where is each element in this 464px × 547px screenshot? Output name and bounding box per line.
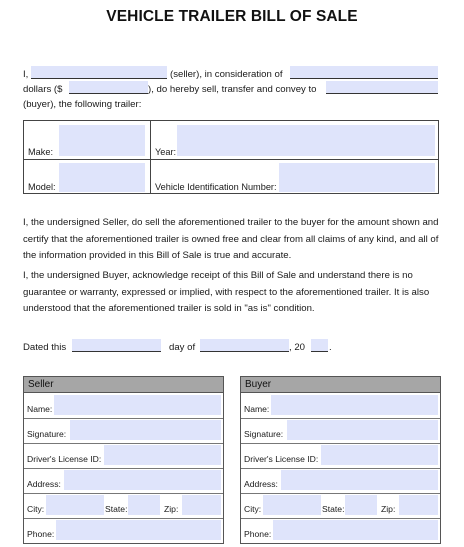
buyer-box <box>240 376 441 544</box>
buyer-signature-label: Signature: <box>244 429 284 439</box>
seller-license-field[interactable] <box>104 445 221 465</box>
model-label: Model: <box>28 182 56 192</box>
hereby-convey-label: ), do hereby sell, transfer and convey to <box>148 84 317 95</box>
buyer-zip-label: Zip: <box>381 504 396 514</box>
seller-signature-row <box>24 418 223 444</box>
seller-city-label: City: <box>27 504 45 514</box>
seller-phone-label: Phone: <box>27 529 55 539</box>
buyer-city-row <box>241 493 440 519</box>
buyer-name-label: Name: <box>244 404 270 414</box>
seller-box-header: Seller <box>24 377 223 393</box>
seller-zip-label: Zip: <box>164 504 179 514</box>
buyer-phone-label: Phone: <box>244 529 272 539</box>
buyer-phone-row <box>241 518 440 543</box>
year-label: Year: <box>155 147 177 157</box>
buyer-license-field[interactable] <box>321 445 438 465</box>
buyer-address-row <box>241 468 440 494</box>
buyer-zip-field[interactable] <box>399 495 438 515</box>
dated-day-field[interactable] <box>72 339 161 352</box>
buyer-city-field[interactable] <box>263 495 321 515</box>
year-prefix-label: , 20 <box>289 342 306 353</box>
seller-box-name-field[interactable] <box>54 395 221 415</box>
buyer-phone-field[interactable] <box>273 520 438 540</box>
seller-address-label: Address: <box>27 479 61 489</box>
buyer-statement: I, the undersigned Buyer, acknowledge receipt of this Bill of Sale and understand there is no guarantee or warranty, expressed or implied, with respect to the aforementioned trailer. It is also understood that the aforementioned trailer is sold in "as is" condition. <box>23 270 430 314</box>
dated-month-field[interactable] <box>200 339 289 352</box>
buyer-name-field[interactable] <box>326 81 438 94</box>
seller-city-row <box>24 493 223 519</box>
seller-license-label: Driver's License ID: <box>27 454 102 464</box>
make-label: Make: <box>28 147 54 157</box>
buyer-box-name-field[interactable] <box>271 395 438 415</box>
seller-zip-field[interactable] <box>182 495 221 515</box>
table-divider-horizontal <box>24 159 438 160</box>
buyer-license-row <box>241 443 440 469</box>
buyer-name-row <box>241 393 440 419</box>
buyer-trailer-label: (buyer), the following trailer: <box>23 99 142 110</box>
seller-name-field[interactable] <box>31 66 167 79</box>
consideration-words-field[interactable] <box>290 66 438 79</box>
intro-i-label: I, <box>23 69 29 80</box>
seller-phone-row <box>24 518 223 543</box>
document-title: VEHICLE TRAILER BILL OF SALE <box>106 8 358 25</box>
buyer-box-header: Buyer <box>241 377 440 393</box>
seller-address-field[interactable] <box>64 470 221 490</box>
seller-license-row <box>24 443 223 469</box>
seller-name-label: Name: <box>27 404 53 414</box>
table-divider-vertical <box>150 121 151 193</box>
buyer-license-label: Driver's License ID: <box>244 454 319 464</box>
seller-signature-field[interactable] <box>70 420 221 440</box>
vehicle-info-table <box>23 120 439 194</box>
buyer-address-label: Address: <box>244 479 278 489</box>
buyer-state-field[interactable] <box>345 495 377 515</box>
make-field[interactable] <box>59 125 145 156</box>
dated-period: . <box>329 342 332 353</box>
dated-this-label: Dated this <box>23 342 67 353</box>
buyer-address-field[interactable] <box>281 470 438 490</box>
seller-state-label: State: <box>105 504 128 514</box>
model-field[interactable] <box>59 163 145 192</box>
dated-year-field[interactable] <box>311 339 328 352</box>
seller-consideration-label: (seller), in consideration of <box>170 69 283 80</box>
vin-label: Vehicle Identification Number: <box>155 182 277 192</box>
seller-box <box>23 376 224 544</box>
seller-statement: I, the undersigned Seller, do sell the aforementioned trailer to the buyer for the amount shown and certify that the aforementioned trailer is owned free and clear from all claims of any kind, and all of the information provided in this Bill of Sale is true and accurate. <box>23 217 439 261</box>
buyer-state-label: State: <box>322 504 345 514</box>
buyer-signature-field[interactable] <box>287 420 438 440</box>
seller-city-field[interactable] <box>46 495 104 515</box>
seller-signature-label: Signature: <box>27 429 67 439</box>
seller-phone-field[interactable] <box>56 520 221 540</box>
year-field[interactable] <box>177 125 435 156</box>
dollar-amount-field[interactable] <box>69 81 148 94</box>
seller-address-row <box>24 468 223 494</box>
day-of-label: day of <box>169 342 196 353</box>
buyer-city-label: City: <box>244 504 262 514</box>
buyer-signature-row <box>241 418 440 444</box>
vin-field[interactable] <box>279 163 435 192</box>
seller-state-field[interactable] <box>128 495 160 515</box>
dollars-label: dollars ($ <box>23 84 63 95</box>
seller-name-row <box>24 393 223 419</box>
